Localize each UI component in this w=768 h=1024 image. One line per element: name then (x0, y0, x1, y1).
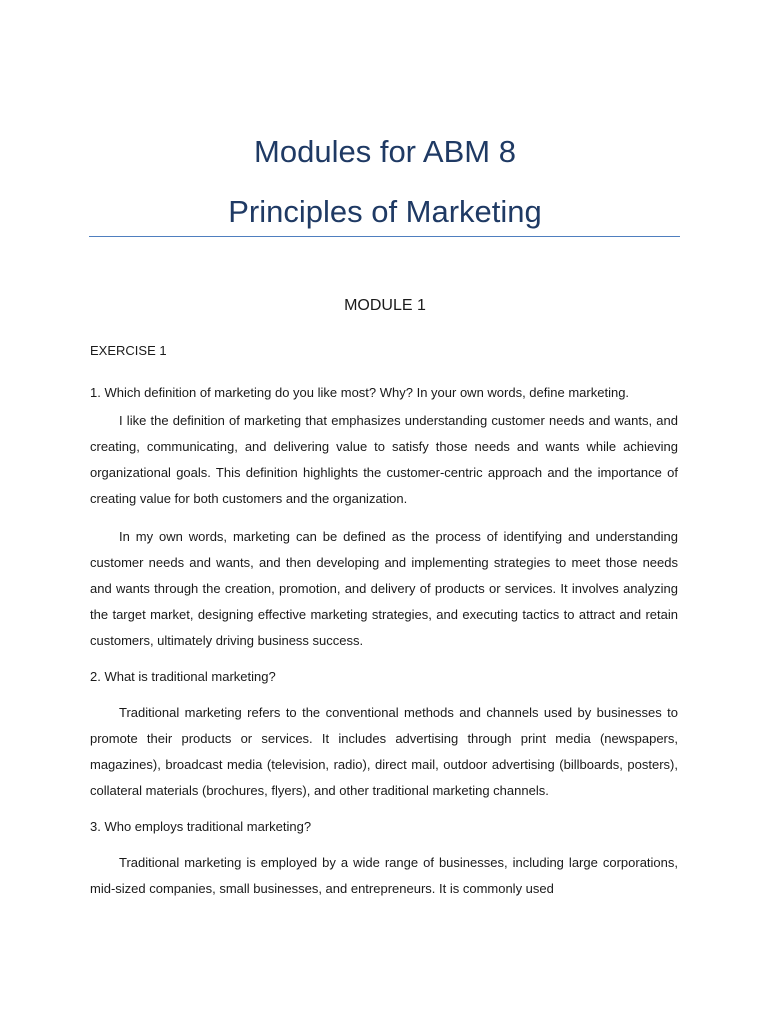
question-2: 2. What is traditional marketing? (90, 669, 276, 684)
document-body (90, 380, 678, 902)
document-title-line-2: Principles of Marketing (228, 194, 542, 229)
answer-2-paragraph-1: Traditional marketing refers to the conventional methods and channels used by businesses to promote their products or services. It includes advertising through print media (newspapers, magazines), broadcast media (television, radio), direct mail, outdoor advertising (billboards, posters), collateral materials (brochures, flyers), and other traditional marketing channels. (90, 705, 678, 798)
document-title-line-1: Modules for ABM 8 (254, 134, 516, 169)
answer-1-paragraph-2: In my own words, marketing can be defined as the process of identifying and understanding customer needs and wants, and then developing and implementing strategies to meet those needs and wants through the creation, promotion, and delivery of products or services. It involves analyzing the target market, designing effective marketing strategies, and executing tactics to attract and retain customers, ultimately driving business success. (90, 529, 678, 648)
question-3: 3. Who employs traditional marketing? (90, 819, 312, 834)
question-1: 1. Which definition of marketing do you like most? Why? In your own words, define marketing. (90, 385, 630, 400)
answer-1-paragraph-1: I like the definition of marketing that emphasizes understanding customer needs and wants, and creating, communicating, and delivering value to satisfy those needs and wants while achieving organizational goals. This definition highlights the customer-centric approach and the importance of creating value for both customers and the organization. (90, 413, 678, 506)
exercise-heading: EXERCISE 1 (90, 343, 167, 358)
title-divider (89, 236, 680, 237)
module-heading: MODULE 1 (344, 297, 426, 314)
answer-3-paragraph-1: Traditional marketing is employed by a wide range of businesses, including large corporations, mid-sized companies, small businesses, and entrepreneurs. It is commonly used (90, 855, 678, 896)
